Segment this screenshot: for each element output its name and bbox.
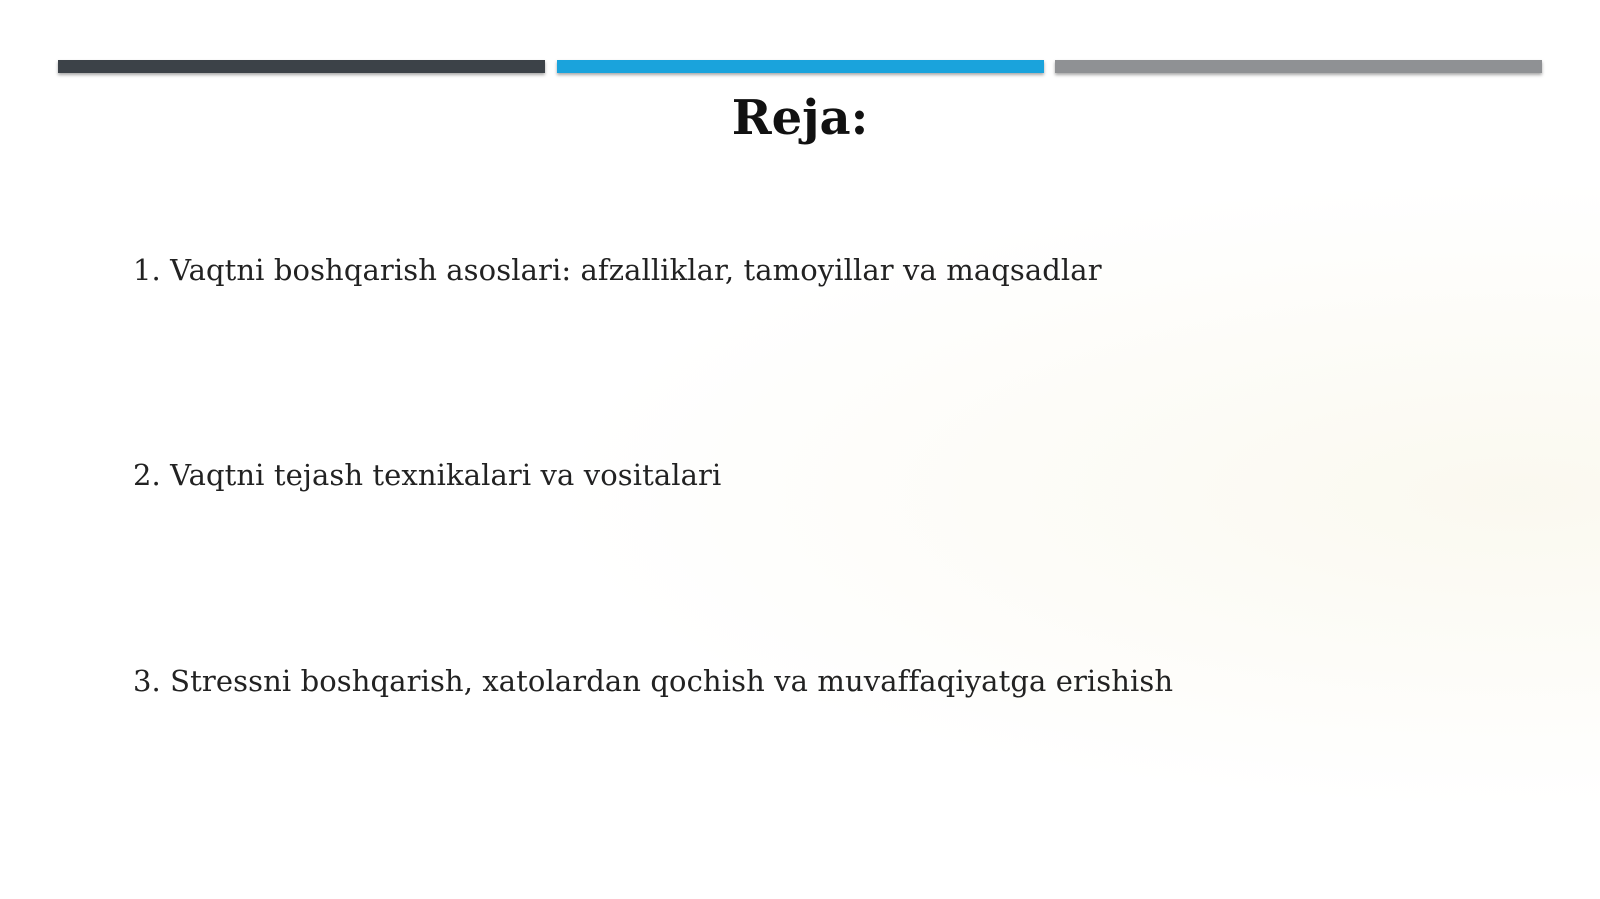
accent-bar-blue	[557, 60, 1044, 73]
accent-bar-dark	[58, 60, 545, 73]
plan-item-1: 1. Vaqtni boshqarish asoslari: afzalliklar, tamoyillar va maqsadlar	[133, 253, 1102, 287]
accent-bar-gray	[1055, 60, 1542, 73]
slide-title: Reja:	[731, 90, 869, 146]
plan-item-2: 2. Vaqtni tejash texnikalari va vositalari	[133, 458, 722, 492]
plan-item-3: 3. Stressni boshqarish, xatolardan qochish va muvaffaqiyatga erishish	[133, 664, 1174, 698]
